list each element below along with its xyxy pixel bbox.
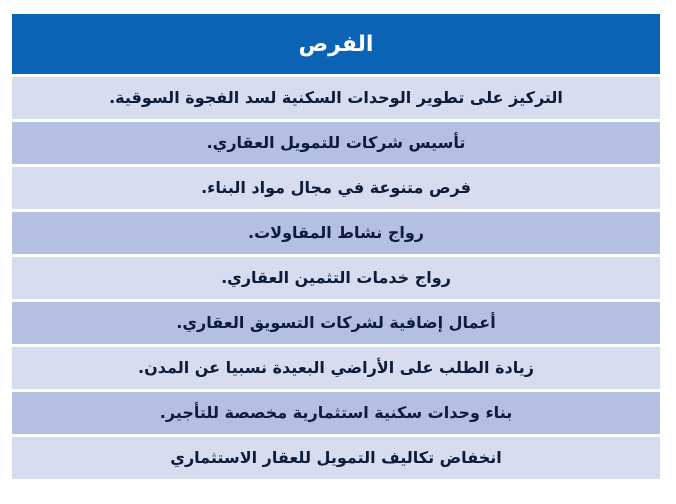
table-row [12,302,660,345]
row-text: بناء وحدات سكنية استثمارية مخصصة للتأجير. [159,403,513,423]
table-row [12,212,660,255]
table-row [12,257,660,300]
table-row [12,122,660,165]
row-text: رواج خدمات التثمين العقاري. [221,268,451,288]
row-text: تأسيس شركات للتمويل العقاري. [206,133,466,153]
table-row [12,392,660,435]
row-text: التركيز على تطوير الوحدات السكنية لسد الفجوة السوقية. [109,88,563,108]
opportunities-table [12,14,660,479]
table-header-title: الفرص [298,31,374,57]
table-row [12,347,660,390]
table-header [12,14,660,74]
row-text: فرص متنوعة في مجال مواد البناء. [201,178,471,198]
row-text: انخفاض تكاليف التمويل للعقار الاستثماري [170,448,502,468]
table-row [12,167,660,210]
table-row [12,77,660,120]
row-text: رواج نشاط المقاولات. [248,223,424,243]
row-text: زيادة الطلب على الأراضي البعيدة نسبيا عن المدن. [138,358,534,378]
row-text: أعمال إضافية لشركات التسويق العقاري. [176,313,496,333]
table-row [12,437,660,480]
